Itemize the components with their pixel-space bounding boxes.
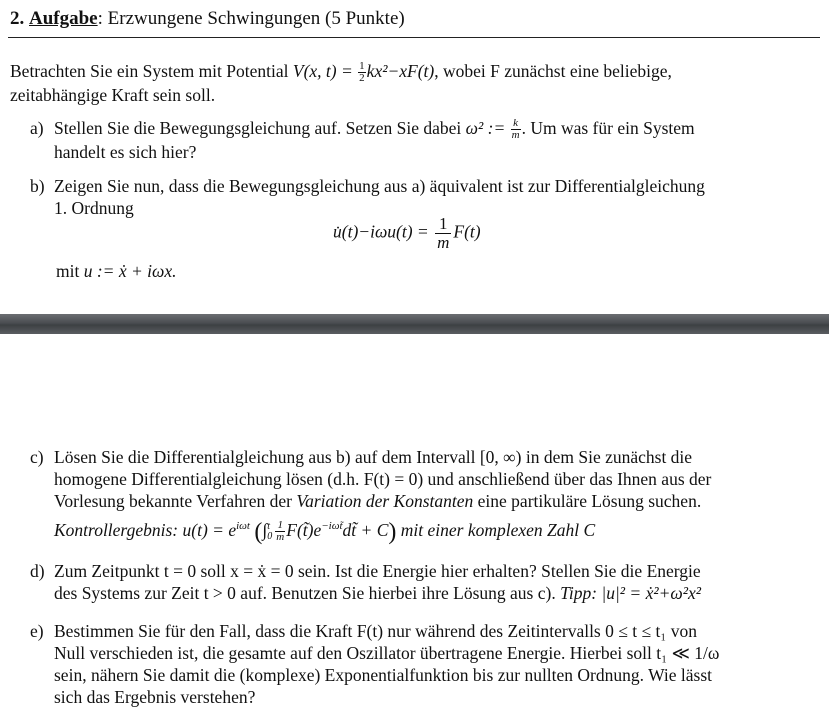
item-a-line-1 [54,117,814,141]
potential-lhs: V(x, t) = [292,61,358,81]
page-separator-bar [0,314,829,334]
mit-label: mit [56,261,84,281]
item-c-text: Vorlesung bekannte Verfahren der [54,491,297,511]
title-underline-rule [8,37,820,38]
exercise-title-text: : Erzwungene Schwingungen (5 Punkte) [97,8,405,29]
fraction-numerator: 1 [435,215,451,234]
intro-text: Betrachten Sie ein System mit Potential [10,61,293,81]
item-body [54,560,820,604]
potential-rhs: kx²−xF(t) [366,61,435,81]
item-d-line-1: Zum Zeitpunkt t = 0 soll x = ẋ = 0 sein. Ist die Energie hier erhalten? Stellen Sie die Energie [54,561,701,581]
exponent-2: −iωt̃ [321,520,343,532]
tip-label: Tipp: [560,583,598,603]
item-b-line-2: 1. Ordnung [54,198,134,218]
intro-line-1 [10,60,810,84]
item-body [54,446,820,543]
item-d-text: des Systems zur Zeit t > 0 auf. Benutzen Sie hierbei ihre Lösung aus c). [54,583,561,603]
fraction-numerator: k [511,118,521,130]
page-top [0,0,829,312]
k-over-m-fraction [511,118,521,141]
item-a-line-2: handelt es sich hier? [54,142,197,163]
item-body [54,620,820,708]
item-marker: e) [30,621,44,641]
item-b-line-1: Zeigen Sie nun, dass die Bewegungsgleichung aus a) äquivalent ist zur Differentialgleichung [54,176,705,196]
item-e-line-2: Null verschieden ist, die gesamte auf den Oszillator übertragene Energie. Hierbei soll t₁ ≪ 1/ω [54,643,720,663]
item-a-text: Stellen Sie die Bewegungsgleichung auf. Setzen Sie dabei [54,118,466,138]
fraction-denominator: 2 [359,72,365,85]
item-marker: d) [30,561,45,581]
differential-equation [333,215,481,252]
one-over-m-fraction-small [275,520,285,543]
variation-term: Variation der Konstanten [296,491,474,511]
integrand: F(t̃)e [286,519,322,540]
exercise-label: Aufgabe [29,8,98,29]
fraction-numerator: 1 [359,60,365,73]
substitution-definition [56,261,177,282]
fraction-numerator: 1 [275,520,285,532]
item-e-line-4: sich das Ergebnis verstehen? [54,687,256,707]
intro-paragraph [10,60,810,106]
control-result [54,515,820,543]
item-c-line-2: homogene Differentialgleichung lösen (d.h. F(t) = 0) und anschließend über das Ihnen aus der [54,469,712,489]
item-e-line-3: sein, nähern Sie damit die (komplexe) Exponentialfunktion bis zur nullten Ordnung. Wie lässt [54,665,713,685]
control-result-tail: mit einer komplexen Zahl C [396,519,596,540]
item-marker: c) [30,447,44,467]
item-marker: a) [30,118,44,138]
page-bottom [0,334,829,727]
exercise-number: 2. [10,8,25,29]
omega-squared: ω² := [465,118,510,138]
exercise-title [10,8,405,30]
equation-rhs: F(t) [453,221,481,242]
equation-lhs: u̇(t)−iωu(t) = [333,221,434,242]
item-marker: b) [30,176,45,196]
item-c-line-1: Lösen Sie die Differentialgleichung aus b) auf dem Intervall [0, ∞) in dem Sie zunächst die [54,447,693,467]
item-c-line-3 [54,490,820,512]
fraction-denominator: m [276,531,285,544]
fraction-denominator: m [437,233,450,252]
integral-tail: dt̃ + C [342,519,389,540]
open-paren: ( [254,518,263,545]
control-eq-lhs: u(t) = e [182,519,237,540]
one-half-fraction [358,61,366,84]
lower-bound: 0 [267,530,273,542]
item-a-text-2: . Um was für ein System [521,118,695,138]
item-body [54,175,820,219]
intro-text-2: , wobei F zunächst eine beliebige, [434,61,672,81]
substitution-expression: u := ẋ + iωx. [83,261,177,281]
upper-bound: t [267,520,271,532]
intro-line-2: zeitabhängige Kraft sein soll. [10,85,216,106]
item-e-line-1: Bestimmen Sie für den Fall, dass die Kraft F(t) nur während des Zeitintervalls 0 ≤ t ≤ t₁ von [54,621,698,641]
integral-sign: ∫ [262,519,268,540]
item-c-text-2: eine partikuläre Lösung suchen. [473,491,702,511]
item-body [54,117,814,163]
item-d-line-2 [54,582,820,604]
control-result-label: Kontrollergebnis: [54,519,183,540]
one-over-m-fraction [435,215,451,252]
fraction-denominator: m [511,129,520,142]
tip-expression: |u|² = ẋ²+ω²x² [597,583,702,603]
close-paren: ) [388,518,397,545]
exponent: iωt [236,520,250,532]
integral-bounds [267,522,272,542]
